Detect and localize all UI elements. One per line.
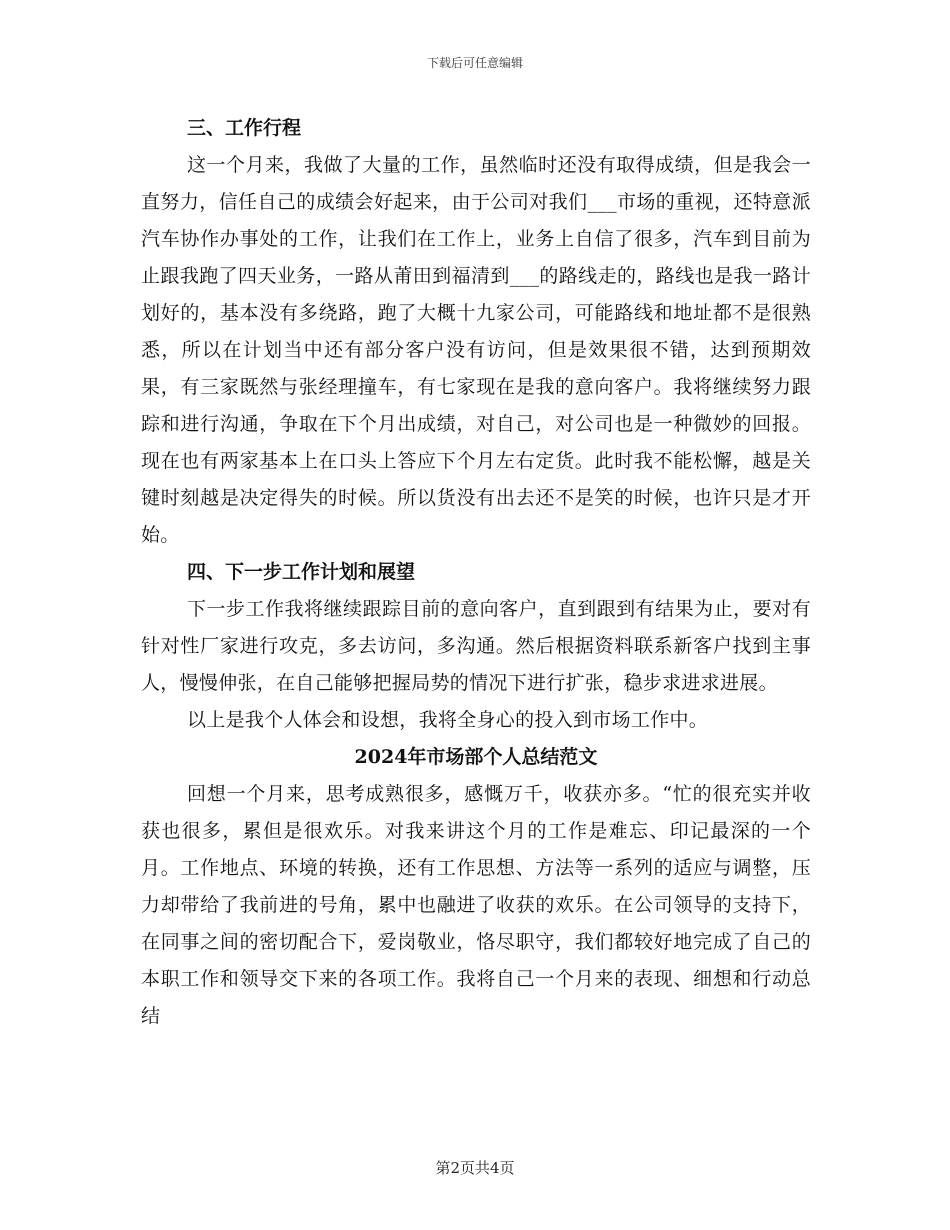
section-heading-work-schedule: 三、工作行程 [187, 117, 302, 139]
page-header-note: 下载后可任意编辑 [426, 56, 523, 70]
paragraph-next-plan: 下一步工作我将继续跟踪目前的意向客户，直到跟到有结果为止，要对有针对性厂家进行攻克，多去访问，多沟通。然后根据资料联系新客户找到主事人，慢慢伸张，在自己能够把握局势的情况下进行扩张，稳步求进求进展。 [141, 598, 811, 694]
section-heading-next-plan: 四、下一步工作计划和展望 [187, 561, 416, 583]
paragraph-conclusion: 以上是我个人体会和设想，我将全身心的投入到市场工作中。 [187, 709, 709, 731]
page-number: 第2页共4页 [435, 1159, 515, 1177]
paragraph-summary-intro: 回想一个月来，思考成熟很多，感慨万千，收获亦多。“忙的很充实并收获也很多，累但是很欢乐。对我来讲这个月的工作是难忘、印记最深的一个月。工作地点、环境的转换，还有工作思想、方法等一系列的适应与调整，压力却带给了我前进的号角，累中也融进了收获的欢乐。在公司领导的支持下，在同事之间的密切配合下，爱岗敬业，恪尽职守，我们都较好地完成了自己的本职工作和领导交下来的各项工作。我将自己一个月来的表现、细想和行动总结 [141, 783, 811, 1027]
document-body [141, 110, 811, 1035]
document-title: 2024年市场部个人总结范文 [354, 746, 598, 768]
paragraph-work-schedule: 这一个月来，我做了大量的工作，虽然临时还没有取得成绩，但是我会一直努力，信任自己的成绩会好起来，由于公司对我们___市场的重视，还特意派汽车协作办事处的工作，让我们在工作上，业务上自信了很多，汽车到目前为止跟我跑了四天业务，一路从莆田到福清到___的路线走的，路线也是我一路计划好的，基本没有多绕路，跑了大概十九家公司，可能路线和地址都不是很熟悉，所以在计划当中还有部分客户没有访问，但是效果很不错，达到预期效果，有三家既然与张经理撞车，有七家现在是我的意向客户。我将继续努力跟踪和进行沟通，争取在下个月出成绩，对自己，对公司也是一种微妙的回报。现在也有两家基本上在口头上答应下个月左右定货。此时我不能松懈，越是关键时刻越是决定得失的时候。所以货没有出去还不是笑的时候，也许只是才开始。 [141, 154, 811, 546]
